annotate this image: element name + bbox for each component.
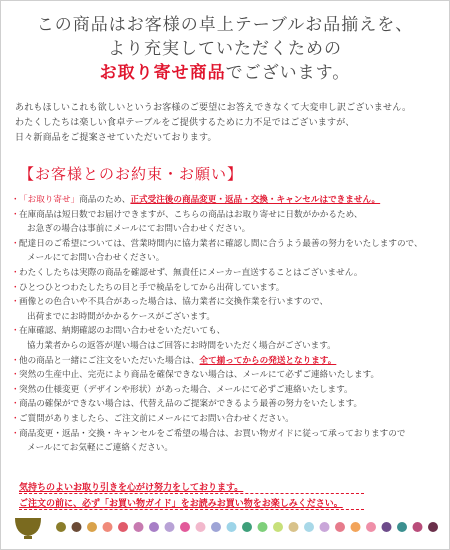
- color-dot: [273, 522, 283, 532]
- rules-list: [9, 193, 443, 456]
- color-dot: [180, 522, 190, 532]
- rule-item: [9, 354, 443, 369]
- divider: [19, 509, 364, 510]
- rule-item: [9, 193, 443, 208]
- bowl-foot: [24, 536, 32, 539]
- rule-1-a: 「お取り寄せ」: [19, 195, 80, 205]
- bullet-icon: ・: [11, 326, 20, 337]
- bowl-icon: [15, 518, 41, 536]
- rule-2-b: お急ぎの場合は事前にメールにてお問い合わせください。: [27, 224, 251, 235]
- color-dot: [258, 522, 268, 532]
- headline-line-3: [1, 61, 449, 85]
- color-dot: [366, 522, 376, 532]
- note-effort: 気持ちのよいお取り引きを心がけ努力をしております。: [19, 483, 244, 493]
- intro-line-3: 日々新商品をご提案させていただいております。: [15, 133, 217, 143]
- section-title: 【お客様とのお約束・お願い】: [19, 165, 244, 183]
- rule-3-a: 配達日のご希望については、営業時間内に協力業者に確認し間に合うよう最善の努力をいたしますので、: [19, 238, 423, 249]
- color-dot: [428, 522, 438, 532]
- color-dot: [413, 522, 423, 532]
- rule-5: ひとつひとつわたしたちの目と手で検品をしてから出荷しています。: [19, 282, 285, 293]
- rule-item: [9, 368, 443, 383]
- rule-6-b: 出荷までにお時間がかかるケースがございます。: [27, 311, 215, 322]
- color-dot: [320, 522, 330, 532]
- color-dot: [87, 522, 97, 532]
- color-swatch-row: [1, 514, 449, 544]
- rule-item: [9, 208, 443, 237]
- rule-1-c: 正式受注後の商品変更・返品・交換・キャンセルはできません。: [130, 195, 381, 205]
- color-dot: [289, 522, 299, 532]
- rule-4: わたくしたちは実際の商品を確認せず、無責任にメーカー直送することはございません。: [19, 267, 363, 278]
- bullet-icon: ・: [11, 195, 20, 205]
- bullet-icon: ・: [11, 355, 20, 366]
- bullet-icon: ・: [11, 238, 20, 249]
- rule-item: [9, 266, 443, 281]
- color-dot: [211, 522, 221, 532]
- color-dot: [72, 522, 82, 532]
- color-dot: [103, 522, 113, 532]
- rule-2-a: 在庫商品は短日数でお届けできますが、こちらの商品はお取り寄せに日数がかかるため、: [19, 209, 363, 220]
- color-dot: [335, 522, 345, 532]
- rule-10: 突然の仕様変更（デザインや形状）があった場合、メールにて必ずご連絡いたします。: [19, 384, 353, 395]
- rule-8-b: 全て揃ってからの発送となります。: [199, 355, 337, 366]
- rule-1-b: 商品のため、: [79, 195, 131, 205]
- note-shopping-guide: ご注文の前に、必ず「お買い物ガイド」をお読みお買い物をお楽しみください。: [19, 499, 343, 509]
- color-dot: [165, 522, 175, 532]
- color-dot: [382, 522, 392, 532]
- headline-highlight: お取り寄せ商品: [99, 63, 226, 83]
- rule-item: [9, 412, 443, 427]
- rule-9: 突然の生産中止、完売により商品を確保できない場合は、メールにて必ずご連絡いたします。: [19, 370, 380, 381]
- headline-line-3-rest: でございます。: [225, 63, 351, 83]
- rule-13-a: 商品変更・返品・交換・キャンセルをご希望の場合は、お買い物ガイドに従って承っておりますので: [19, 428, 406, 439]
- rule-item: [9, 427, 443, 456]
- headline-line-1: この商品はお客様の卓上テーブルお品揃えを、: [36, 15, 414, 35]
- rule-7-a: 在庫確認、納期確認のお問い合わせをいただいても、: [19, 326, 226, 337]
- color-dot: [397, 522, 407, 532]
- color-dot: [304, 522, 314, 532]
- rule-item: [9, 281, 443, 296]
- intro-line-1: あれもほしいこれも欲しいというお客様のご要望にお答えできなくて大変申し訳ございません。: [15, 103, 412, 113]
- intro-line-2: わたくしたちは楽しい食卓テーブルをご提供するために力不足ではございますが、: [15, 118, 355, 128]
- rule-item: [9, 237, 443, 266]
- headline-line-2: より充実していただくための: [108, 39, 342, 59]
- rule-3-b: メールにてお問い合わせください。: [27, 253, 165, 264]
- bullet-icon: ・: [11, 370, 20, 381]
- bullet-icon: ・: [11, 282, 20, 293]
- bullet-icon: ・: [11, 399, 20, 410]
- rule-11: 商品の確保ができない場合は、代替え品のご提案ができるよう最善の努力をいたします。: [19, 399, 363, 410]
- rule-6-a: 画像との色合いや不具合があった場合は、協力業者に交換作業を行いますので、: [19, 297, 329, 308]
- bullet-icon: ・: [11, 428, 20, 439]
- rule-13-b: メールにてお気軽にご連絡ください。: [27, 443, 173, 454]
- color-dot: [56, 522, 66, 532]
- color-dot: [118, 522, 128, 532]
- bullet-icon: ・: [11, 267, 20, 278]
- bullet-icon: ・: [11, 297, 20, 308]
- color-dot: [351, 522, 361, 532]
- bullet-icon: ・: [11, 413, 20, 424]
- headline: [1, 13, 449, 85]
- rule-item: [9, 383, 443, 398]
- rule-8-a: 他の商品と一緒にご注文をいただいた場合は、: [19, 355, 200, 366]
- rule-item: [9, 295, 443, 324]
- intro-text: [15, 101, 440, 146]
- divider: [19, 493, 364, 494]
- color-dot: [242, 522, 252, 532]
- color-dot: [149, 522, 159, 532]
- bullet-icon: ・: [11, 209, 20, 220]
- rule-item: [9, 397, 443, 412]
- color-dot: [134, 522, 144, 532]
- rule-12: ご質問がありましたら、ご注文前にメールにてお問い合わせください。: [19, 413, 294, 424]
- color-dot: [196, 522, 206, 532]
- bullet-icon: ・: [11, 384, 20, 395]
- rule-7-b: 協力業者からの返答が遅い場合はご回答にお時間をいただく場合がございます。: [27, 340, 336, 351]
- rule-item: [9, 324, 443, 353]
- color-dot: [227, 522, 237, 532]
